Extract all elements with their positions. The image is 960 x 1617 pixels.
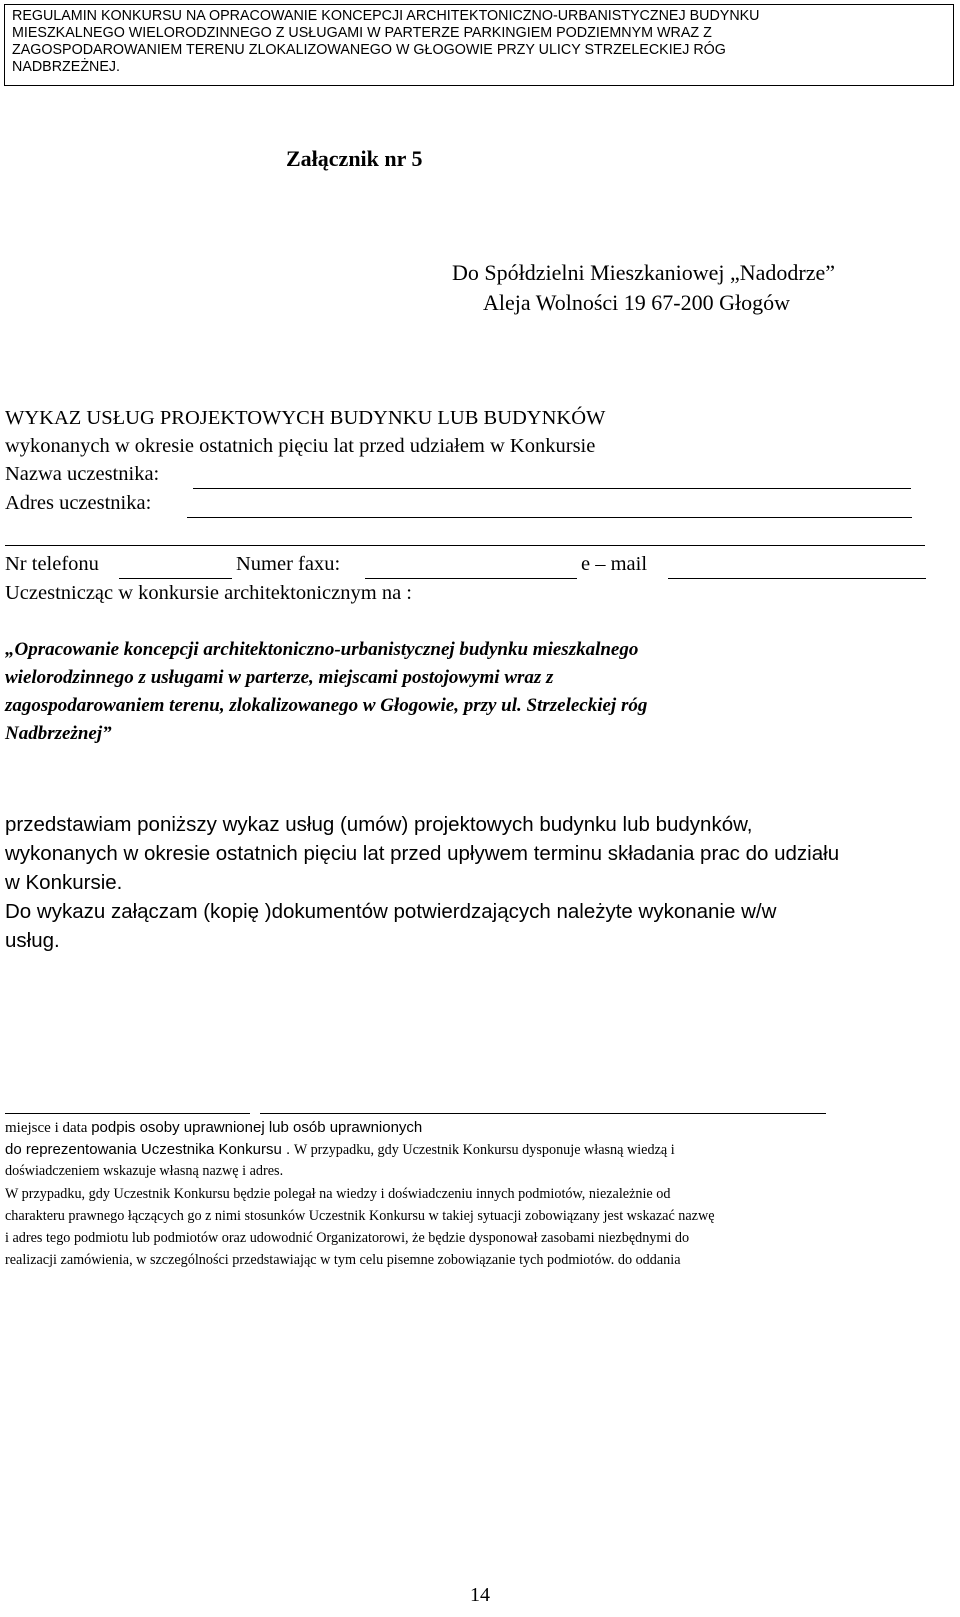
participant-name-label: Nazwa uczestnika: [5,463,160,485]
statement-line-5: usług. [5,929,60,952]
place-date-caption: miejsce i data [5,1120,88,1136]
header-line-2: MIESZKALNEGO WIELORODZINNEGO Z USŁUGAMI W PARTERZE PARKINGIEM PODZIEMNYM WRAZ Z [12,25,712,41]
competition-title-line-3: zagospodarowaniem terenu, zlokalizowanego w Głogowie, przy ul. Strzeleckiej róg [5,695,648,716]
header-line-1: REGULAMIN KONKURSU NA OPRACOWANIE KONCEPCJI ARCHITEKTONICZNO-URBANISTYCZNEJ BUDYNKU [12,8,760,24]
header-line-4: NADBRZEŻNEJ. [12,59,121,75]
note-1-start: W przypadku, gdy Uczestnik Konkursu dysponuje własną wiedzą i [293,1142,675,1158]
representation-caption: do reprezentowania Uczestnika Konkursu . [5,1141,291,1158]
email-label: e – mail [581,553,648,575]
statement-line-1: przedstawiam poniższy wykaz usług (umów) projektowych budynku lub budynków, [5,813,753,836]
addressee-line-1: Do Spółdzielni Mieszkaniowej „Nadodrze” [452,260,836,285]
email-field[interactable] [668,578,926,579]
place-date-line[interactable] [5,1113,250,1114]
note-2-line-1: W przypadku, gdy Uczestnik Konkursu będzie polegał na wiedzy i doświadczeniu innych podmiotów, niezależnie od [5,1186,671,1202]
page-title: Załącznik nr 5 [286,146,423,171]
list-subheading: wykonanych w okresie ostatnich pięciu lat przed udziałem w Konkursie [5,435,596,457]
participating-text: Uczestnicząc w konkursie architektonicznym na : [5,582,412,604]
note-1-line-2: doświadczeniem wskazuje własną nazwę i adres. [5,1163,284,1179]
note-2-line-4: realizacji zamówienia, w szczególności przedstawiając w tym celu pisemne zobowiązanie tych podmiotów. do oddania [5,1252,681,1268]
competition-title-line-2: wielorodzinnego z usługami w parterze, miejscami postojowymi wraz z [5,667,554,688]
statement-line-4: Do wykazu załączam (kopię )dokumentów potwierdzających należyte wykonanie w/w [5,900,777,923]
page-number: 14 [470,1584,490,1606]
statement-line-2: wykonanych w okresie ostatnich pięciu lat przed upływem terminu składania prac do udziału [5,842,840,865]
fax-field[interactable] [365,578,577,579]
signature-caption-text: podpis osoby uprawnionej lub osób uprawnionych [91,1119,423,1136]
list-heading: WYKAZ USŁUG PROJEKTOWYCH BUDYNKU LUB BUDYNKÓW [5,407,606,429]
phone-label: Nr telefonu [5,553,99,575]
competition-title-line-1: „Opracowanie koncepcji architektoniczno-urbanistycznej budynku mieszkalnego [5,639,639,660]
signature-line[interactable] [260,1113,826,1114]
participant-address-label: Adres uczestnika: [5,492,152,514]
participant-address-field-line-2[interactable] [5,545,925,546]
phone-field[interactable] [119,578,232,579]
competition-title-line-4: Nadbrzeżnej” [5,723,112,744]
fax-label: Numer faxu: [236,553,341,575]
statement-line-3: w Konkursie. [5,871,123,894]
header-line-3: ZAGOSPODAROWANIEM TERENU ZLOKALIZOWANEGO W GŁOGOWIE PRZY ULICY STRZELECKIEJ RÓG [12,42,726,58]
representation-line [5,1141,675,1159]
note-2-line-3: i adres tego podmiotu lub podmiotów oraz udowodnić Organizatorowi, że będzie dysponował zasobami niezbędnymi do [5,1230,690,1246]
signature-caption [5,1119,422,1137]
participant-name-field[interactable] [193,488,911,489]
note-2-line-2: charakteru prawnego łączących go z nimi stosunków Uczestnik Konkursu w takiej sytuacji zobowiązany jest wskazać nazwę [5,1208,715,1224]
document-header-box [4,4,954,86]
participant-address-field[interactable] [187,517,912,518]
addressee-line-2: Aleja Wolności 19 67-200 Głogów [483,290,791,315]
